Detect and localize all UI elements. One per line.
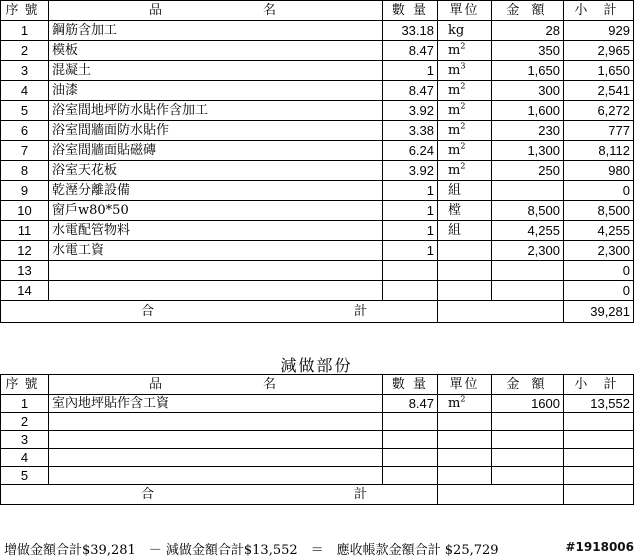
main-item-row (1, 141, 634, 161)
unit-exponent: 3 (460, 61, 466, 71)
item-quantity: 33.18 (383, 21, 438, 41)
item-quantity: 3.92 (383, 161, 438, 181)
item-subtotal: 929 (564, 21, 634, 41)
item-unit-price: 350 (492, 41, 564, 61)
item-number: 4 (1, 81, 49, 101)
item-number: 2 (1, 41, 49, 61)
item-name (49, 261, 383, 281)
item-unit (438, 81, 492, 101)
item-number: 1 (1, 21, 49, 41)
item-name: 室內地坪貼作含工資 (49, 395, 383, 413)
red-col-header-no: 序號 (1, 375, 49, 395)
item-number: 9 (1, 181, 49, 201)
main-item-row (1, 261, 634, 281)
item-unit (438, 201, 492, 221)
col-header-price: 金 額 (492, 1, 564, 21)
item-name: 水電工資 (49, 241, 383, 261)
item-subtotal (564, 431, 634, 449)
reduction-items-table (0, 374, 634, 505)
item-subtotal: 8,500 (564, 201, 634, 221)
main-total-row (1, 301, 634, 323)
red-col-header-name: 品 名 (49, 375, 383, 395)
item-quantity: 8.47 (383, 81, 438, 101)
item-quantity (383, 281, 438, 301)
item-unit-price (492, 449, 564, 467)
item-subtotal: 0 (564, 281, 634, 301)
item-number: 4 (1, 449, 49, 467)
unit-text: kg (448, 23, 465, 38)
item-number: 2 (1, 413, 49, 431)
item-unit (438, 395, 492, 413)
item-subtotal: 2,965 (564, 41, 634, 61)
item-number: 5 (1, 101, 49, 121)
unit-text: m (448, 163, 461, 178)
unit-exponent: 2 (460, 121, 466, 131)
item-quantity: 6.24 (383, 141, 438, 161)
unit-text: m (448, 43, 461, 58)
item-unit (438, 467, 492, 485)
item-name: 鋼筋含加工 (49, 21, 383, 41)
item-unit-price: 1,600 (492, 101, 564, 121)
item-quantity (383, 467, 438, 485)
main-item-row (1, 221, 634, 241)
item-subtotal: 2,300 (564, 241, 634, 261)
red-col-header-price: 金 額 (492, 375, 564, 395)
main-total-value: 39,281 (564, 301, 634, 323)
item-unit-price: 300 (492, 81, 564, 101)
item-quantity (383, 261, 438, 281)
item-unit (438, 221, 492, 241)
item-unit (438, 413, 492, 431)
item-name: 浴室天花板 (49, 161, 383, 181)
col-header-subtotal: 小 計 (564, 1, 634, 21)
item-unit-price (492, 261, 564, 281)
red-col-header-subtotal: 小 計 (564, 375, 634, 395)
main-item-row (1, 281, 634, 301)
item-unit (438, 261, 492, 281)
item-unit-price: 1600 (492, 395, 564, 413)
item-unit (438, 101, 492, 121)
col-header-name: 品 名 (49, 1, 383, 21)
item-unit (438, 431, 492, 449)
col-header-no: 序號 (1, 1, 49, 21)
reduction-item-row (1, 413, 634, 431)
reduction-item-row (1, 395, 634, 413)
main-item-row (1, 81, 634, 101)
item-number: 11 (1, 221, 49, 241)
item-number: 10 (1, 201, 49, 221)
unit-exponent: 2 (460, 101, 466, 111)
item-subtotal: 13,552 (564, 395, 634, 413)
item-unit-price (492, 467, 564, 485)
item-unit (438, 21, 492, 41)
item-unit (438, 41, 492, 61)
item-subtotal (564, 413, 634, 431)
item-quantity (383, 449, 438, 467)
item-quantity: 3.38 (383, 121, 438, 141)
item-unit-price (492, 181, 564, 201)
item-number: 6 (1, 121, 49, 141)
item-quantity: 1 (383, 241, 438, 261)
item-unit-price: 230 (492, 121, 564, 141)
item-quantity: 8.47 (383, 395, 438, 413)
item-unit-price: 250 (492, 161, 564, 181)
unit-text: m (448, 63, 461, 78)
item-subtotal: 980 (564, 161, 634, 181)
item-name (49, 449, 383, 467)
item-number: 5 (1, 467, 49, 485)
main-item-row (1, 21, 634, 41)
unit-text: m (448, 103, 461, 118)
red-col-header-unit: 單位 (438, 375, 492, 395)
item-name: 窗戶w80*50 (49, 201, 383, 221)
item-subtotal (564, 449, 634, 467)
reduction-total-row (1, 485, 634, 505)
main-item-row (1, 161, 634, 181)
item-unit-price (492, 413, 564, 431)
item-unit-price: 1,300 (492, 141, 564, 161)
reduction-item-row (1, 449, 634, 467)
item-quantity (383, 413, 438, 431)
main-item-row (1, 101, 634, 121)
unit-text: m (448, 143, 461, 158)
item-unit-price (492, 281, 564, 301)
item-unit-price: 1,650 (492, 61, 564, 81)
main-item-row (1, 181, 634, 201)
summary-line: 增做金額合計$39,281 － 減做金額合計$13,552 ＝ 應收帳款金額合計 $25,729 (4, 543, 499, 558)
item-number: 13 (1, 261, 49, 281)
item-name (49, 413, 383, 431)
unit-exponent: 2 (460, 141, 466, 151)
unit-text: 組 (448, 183, 462, 198)
item-number: 1 (1, 395, 49, 413)
item-number: 8 (1, 161, 49, 181)
unit-exponent: 2 (460, 41, 466, 51)
item-subtotal (564, 467, 634, 485)
item-name: 浴室間地坪防水貼作含加工 (49, 101, 383, 121)
main-table-header-row (1, 1, 634, 21)
item-unit (438, 181, 492, 201)
item-subtotal: 2,541 (564, 81, 634, 101)
reduction-total-value (564, 485, 634, 505)
main-item-row (1, 121, 634, 141)
item-unit (438, 61, 492, 81)
reduction-total-label: 合計 (1, 485, 438, 505)
reduction-item-row (1, 431, 634, 449)
item-unit (438, 281, 492, 301)
item-number: 12 (1, 241, 49, 261)
reduction-section-title: 減做部份 (280, 356, 353, 375)
item-name: 水電配管物料 (49, 221, 383, 241)
item-number: 3 (1, 431, 49, 449)
item-unit-price: 4,255 (492, 221, 564, 241)
item-subtotal: 0 (564, 261, 634, 281)
item-name: 乾溼分離設備 (49, 181, 383, 201)
item-number: 3 (1, 61, 49, 81)
item-unit (438, 449, 492, 467)
item-subtotal: 8,112 (564, 141, 634, 161)
reduction-table-header-row (1, 375, 634, 395)
item-quantity: 1 (383, 221, 438, 241)
item-unit-price: 28 (492, 21, 564, 41)
item-number: 7 (1, 141, 49, 161)
reduction-item-row (1, 467, 634, 485)
item-number: 14 (1, 281, 49, 301)
item-name: 浴室間牆面貼磁磚 (49, 141, 383, 161)
unit-exponent: 2 (460, 81, 466, 91)
item-name: 模板 (49, 41, 383, 61)
col-header-qty: 數 量 (383, 1, 438, 21)
item-name (49, 467, 383, 485)
item-subtotal: 1,650 (564, 61, 634, 81)
item-name: 油漆 (49, 81, 383, 101)
item-quantity (383, 431, 438, 449)
item-unit-price (492, 431, 564, 449)
unit-exponent: 2 (460, 394, 466, 404)
item-name: 浴室間牆面防水貼作 (49, 121, 383, 141)
main-item-row (1, 241, 634, 261)
item-name: 混凝土 (49, 61, 383, 81)
item-subtotal: 0 (564, 181, 634, 201)
unit-text: 樘 (448, 203, 462, 218)
main-total-label: 合計 (1, 301, 438, 323)
item-unit (438, 141, 492, 161)
item-name (49, 431, 383, 449)
item-unit-price: 2,300 (492, 241, 564, 261)
item-unit-price: 8,500 (492, 201, 564, 221)
unit-exponent: 2 (460, 161, 466, 171)
item-unit (438, 161, 492, 181)
col-header-unit: 單位 (438, 1, 492, 21)
main-item-row (1, 201, 634, 221)
main-item-row (1, 41, 634, 61)
red-col-header-qty: 數 量 (383, 375, 438, 395)
item-unit (438, 241, 492, 261)
unit-text: m (448, 83, 461, 98)
item-quantity: 1 (383, 201, 438, 221)
item-quantity: 1 (383, 181, 438, 201)
item-subtotal: 4,255 (564, 221, 634, 241)
unit-text: m (448, 396, 461, 411)
main-item-row (1, 61, 634, 81)
item-quantity: 8.47 (383, 41, 438, 61)
item-quantity: 1 (383, 61, 438, 81)
unit-text: m (448, 123, 461, 138)
watermark-id: #1918006 (565, 540, 634, 554)
unit-text: 組 (448, 223, 462, 238)
item-name (49, 281, 383, 301)
item-subtotal: 6,272 (564, 101, 634, 121)
item-subtotal: 777 (564, 121, 634, 141)
item-quantity: 3.92 (383, 101, 438, 121)
item-unit (438, 121, 492, 141)
